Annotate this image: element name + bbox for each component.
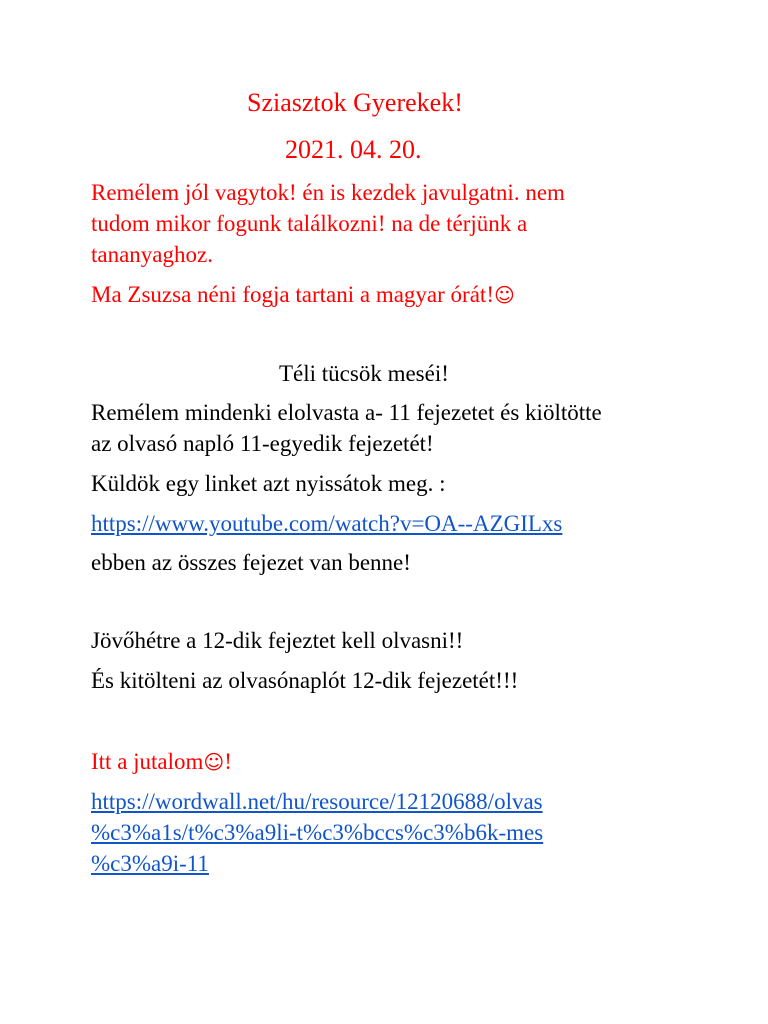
smiley-icon: ☺ bbox=[203, 750, 225, 774]
date-title: 2021. 04. 20. bbox=[285, 135, 422, 164]
homework-worksheet: És kitölteni az olvasónaplót 12-dik fejezetét!!! bbox=[91, 668, 519, 693]
wordwall-link-part-1[interactable]: https://wordwall.net/hu/resource/12120688/olvas bbox=[91, 789, 543, 814]
greeting-title: Sziasztok Gyerekek! bbox=[247, 88, 463, 117]
youtube-link-row bbox=[91, 508, 562, 539]
teacher-note bbox=[91, 279, 515, 311]
teacher-note-text: Ma Zsuzsa néni fogja tartani a magyar órát! bbox=[91, 282, 494, 307]
intro-line-1: Remélem jól vagytok! én is kezdek javulgatni. nem bbox=[91, 180, 565, 205]
link-note: ebben az összes fejezet van benne! bbox=[91, 550, 411, 575]
wordwall-link-row-1 bbox=[91, 786, 543, 817]
reading-line-2: az olvasó napló 11-egyedik fejezetét! bbox=[91, 431, 434, 456]
reward-label: Itt a jutalom bbox=[91, 749, 204, 774]
book-title: Téli tücsök meséi! bbox=[279, 361, 449, 386]
reading-line-1: Remélem mindenki elolvasta a- 11 fejezetet és kiöltötte bbox=[91, 400, 602, 425]
link-intro: Küldök egy linket azt nyissátok meg. : bbox=[91, 471, 446, 496]
smiley-icon: ☺ bbox=[493, 283, 515, 307]
reward-heading bbox=[91, 746, 232, 778]
youtube-link[interactable]: https://www.youtube.com/watch?v=OA--AZGILxs bbox=[91, 511, 563, 536]
intro-line-2: tudom mikor fogunk találkozni! na de térjünk a bbox=[91, 211, 528, 236]
intro-line-3: tananyaghoz. bbox=[91, 242, 213, 267]
homework-reading: Jövőhétre a 12-dik fejeztet kell olvasni!! bbox=[91, 628, 464, 653]
wordwall-link-row-2 bbox=[91, 817, 543, 848]
wordwall-link-part-2[interactable]: %c3%a1s/t%c3%a9li-t%c3%bccs%c3%b6k-mes bbox=[91, 820, 544, 845]
wordwall-link-row-3 bbox=[91, 848, 209, 879]
wordwall-link-part-3[interactable]: %c3%a9i-11 bbox=[91, 851, 209, 876]
reward-suffix: ! bbox=[224, 749, 232, 774]
